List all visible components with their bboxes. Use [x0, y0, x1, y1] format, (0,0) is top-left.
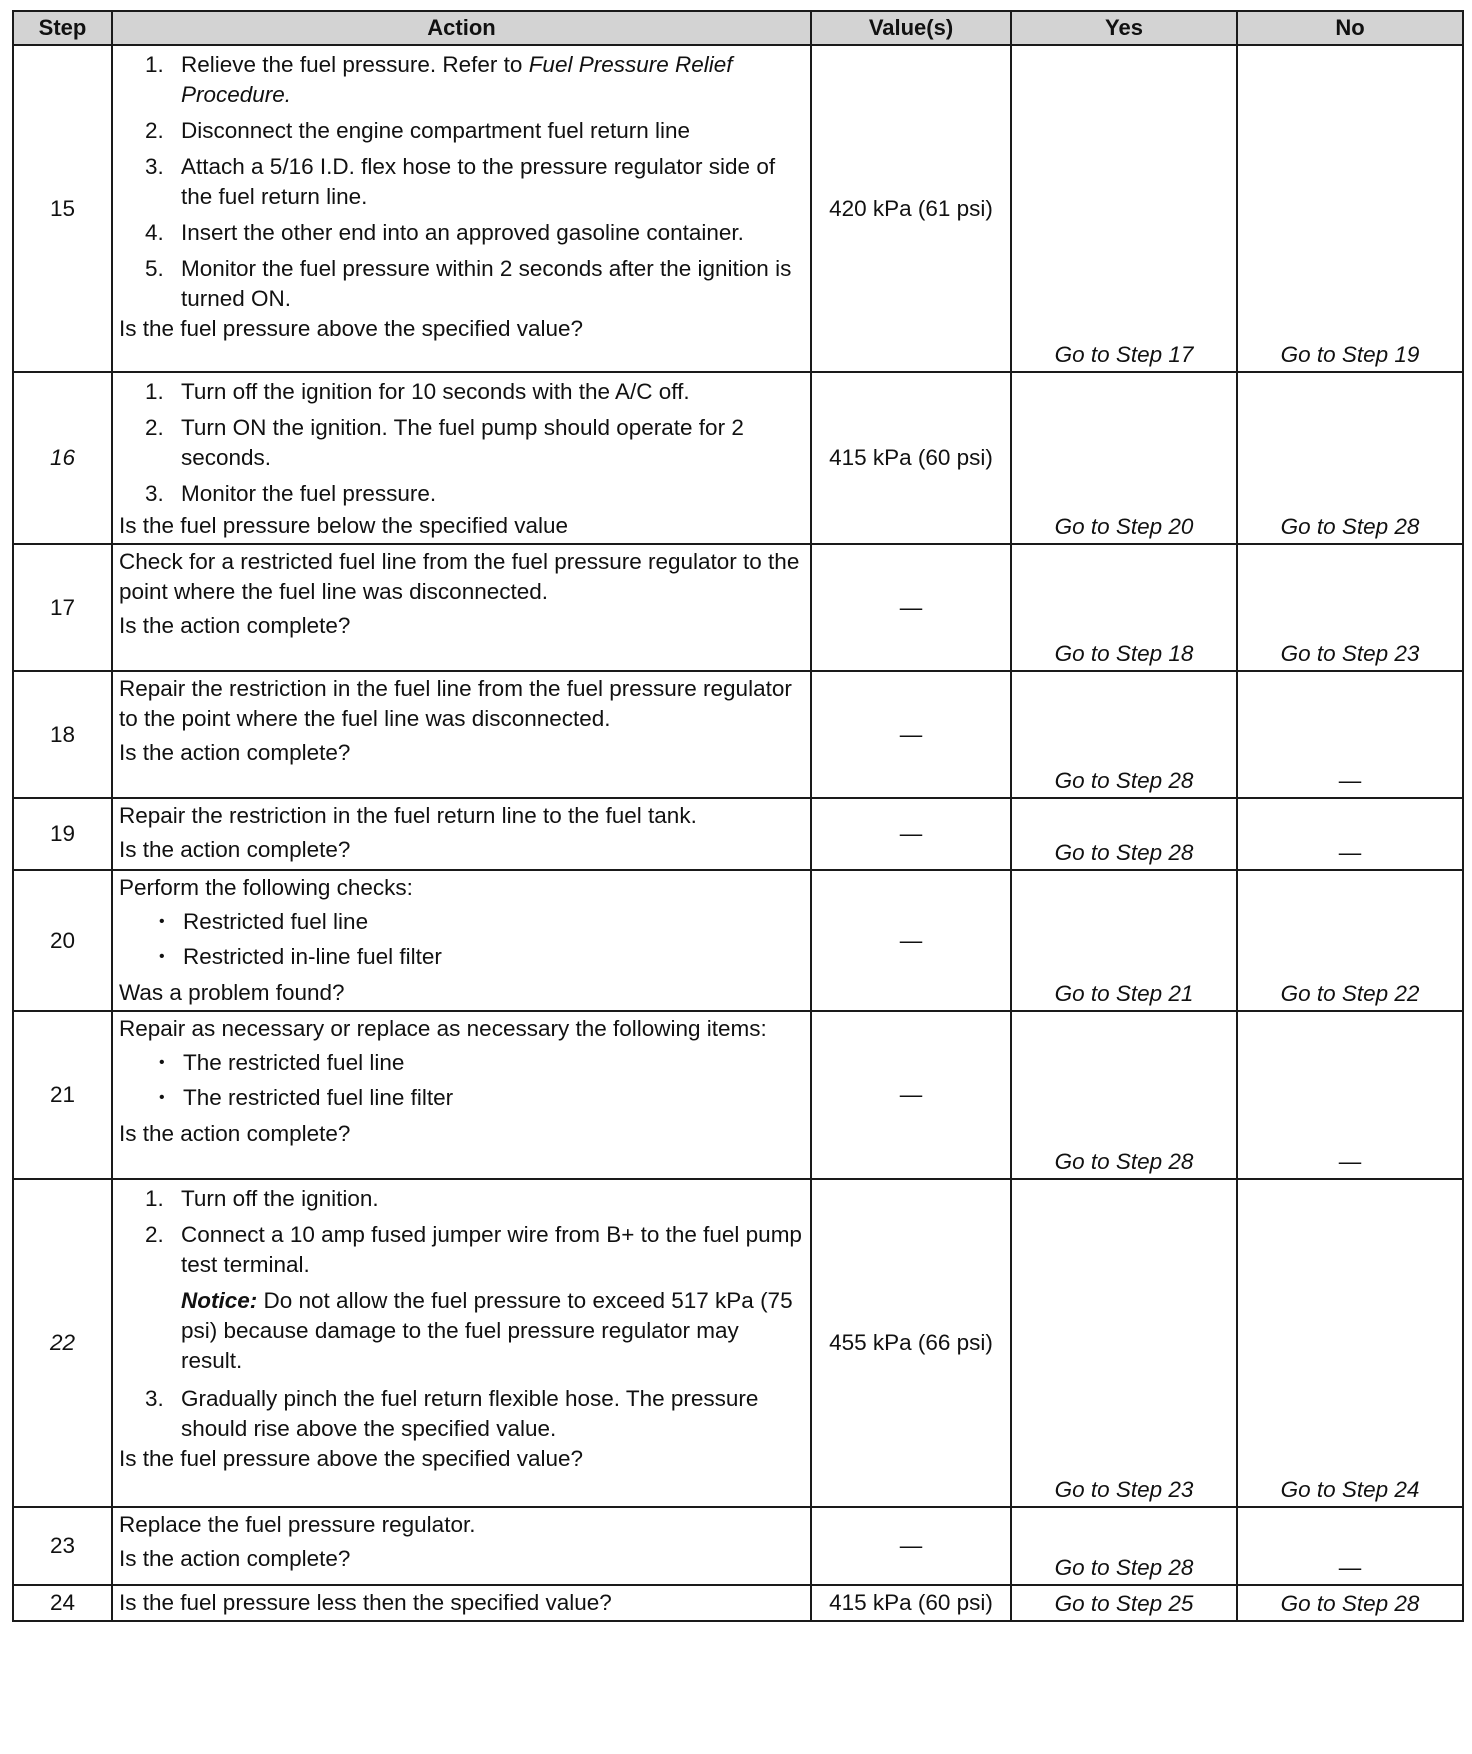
list-item: 2. Connect a 10 amp fused jumper wire from B+ to the fuel pump test terminal. — [145, 1222, 802, 1277]
action-text: Perform the following checks: — [119, 875, 413, 900]
spec-value: — — [811, 1507, 1011, 1585]
header-yes: Yes — [1011, 11, 1237, 45]
list-item: • The restricted fuel line filter — [159, 1083, 802, 1113]
yes-link[interactable]: Go to Step 28 — [1011, 1011, 1237, 1179]
notice-text: Notice: Do not allow the fuel pressure to exceed 517 kPa (75 psi) because damage to the fuel pressure regulator may result. — [181, 1288, 793, 1373]
no-link: — — [1237, 671, 1463, 798]
no-link[interactable]: Go to Step 19 — [1237, 45, 1463, 372]
spec-value: — — [811, 671, 1011, 798]
action-cell — [112, 1011, 811, 1179]
spec-value: 415 kPa (60 psi) — [811, 372, 1011, 544]
spec-value: — — [811, 544, 1011, 671]
step-number: 15 — [13, 45, 112, 372]
no-link[interactable]: Go to Step 24 — [1237, 1179, 1463, 1507]
spec-value: 455 kPa (66 psi) — [811, 1179, 1011, 1507]
action-cell — [112, 372, 811, 544]
spec-value: — — [811, 798, 1011, 870]
question-text: Is the fuel pressure above the specified value? — [119, 1446, 584, 1471]
question-text: Was a problem found? — [119, 980, 345, 1005]
list-item: 4. Insert the other end into an approved gasoline container. — [145, 220, 744, 245]
list-item: 1. Turn off the ignition for 10 seconds with the A/C off. — [145, 379, 690, 404]
list-item: 1. Turn off the ignition. — [145, 1186, 379, 1211]
yes-link[interactable]: Go to Step 28 — [1011, 671, 1237, 798]
table-row — [13, 870, 1463, 1011]
table-row — [13, 372, 1463, 544]
list-item: • Restricted in-line fuel filter — [159, 942, 802, 972]
question-text: Is the action complete? — [119, 740, 351, 765]
spec-value: — — [811, 870, 1011, 1011]
table-row — [13, 798, 1463, 870]
question-text: Is the fuel pressure above the specified value? — [119, 316, 584, 341]
action-cell — [112, 870, 811, 1011]
yes-link[interactable]: Go to Step 18 — [1011, 544, 1237, 671]
spec-value: — — [811, 1011, 1011, 1179]
list-item: • Restricted fuel line — [159, 907, 802, 937]
action-cell — [112, 1585, 811, 1621]
no-link[interactable]: Go to Step 23 — [1237, 544, 1463, 671]
yes-link[interactable]: Go to Step 28 — [1011, 798, 1237, 870]
action-cell — [112, 671, 811, 798]
step-number: 23 — [13, 1507, 112, 1585]
yes-link[interactable]: Go to Step 28 — [1011, 1507, 1237, 1585]
diagnostic-table — [12, 10, 1464, 1622]
yes-link[interactable]: Go to Step 17 — [1011, 45, 1237, 372]
step-number: 22 — [13, 1179, 112, 1507]
question-text: Is the fuel pressure below the specified value — [119, 513, 569, 538]
no-link[interactable]: Go to Step 22 — [1237, 870, 1463, 1011]
action-cell — [112, 798, 811, 870]
header-row — [13, 11, 1463, 45]
step-number: 16 — [13, 372, 112, 544]
action-text: Repair the restriction in the fuel line from the fuel pressure regulator to the point where the fuel line was disconnected. — [119, 676, 792, 731]
step-number: 20 — [13, 870, 112, 1011]
step-number: 21 — [13, 1011, 112, 1179]
action-cell — [112, 1179, 811, 1507]
no-link[interactable]: Go to Step 28 — [1237, 1585, 1463, 1621]
yes-link[interactable]: Go to Step 23 — [1011, 1179, 1237, 1507]
yes-link[interactable]: Go to Step 20 — [1011, 372, 1237, 544]
step-number: 19 — [13, 798, 112, 870]
list-item: 3. Monitor the fuel pressure. — [145, 481, 437, 506]
table-row — [13, 1179, 1463, 1507]
list-item: 3. Gradually pinch the fuel return flexible hose. The pressure should rise above the specified value. — [145, 1386, 759, 1441]
list-item: 1. Relieve the fuel pressure. Refer to Fuel Pressure Relief Procedure. — [145, 52, 733, 107]
spec-value: 415 kPa (60 psi) — [811, 1585, 1011, 1621]
table-row — [13, 1011, 1463, 1179]
no-link: — — [1237, 798, 1463, 870]
action-cell — [112, 1507, 811, 1585]
table-row — [13, 544, 1463, 671]
action-cell — [112, 544, 811, 671]
header-no: No — [1237, 11, 1463, 45]
list-item: 2. Turn ON the ignition. The fuel pump should operate for 2 seconds. — [145, 415, 744, 470]
step-number: 17 — [13, 544, 112, 671]
question-text: Is the action complete? — [119, 1546, 351, 1571]
action-text: Repair the restriction in the fuel return line to the fuel tank. — [119, 803, 697, 828]
question-text: Is the fuel pressure less then the specified value? — [119, 1590, 612, 1615]
list-item: 2. Disconnect the engine compartment fuel return line — [145, 118, 691, 143]
action-cell — [112, 45, 811, 372]
step-number: 24 — [13, 1585, 112, 1621]
no-link[interactable]: Go to Step 28 — [1237, 372, 1463, 544]
yes-link[interactable]: Go to Step 21 — [1011, 870, 1237, 1011]
list-item: 3. Attach a 5/16 I.D. flex hose to the pressure regulator side of the fuel return line. — [145, 154, 776, 209]
header-action: Action — [112, 11, 811, 45]
no-link: — — [1237, 1011, 1463, 1179]
question-text: Is the action complete? — [119, 1121, 351, 1146]
table-row — [13, 1507, 1463, 1585]
header-step: Step — [13, 11, 112, 45]
step-number: 18 — [13, 671, 112, 798]
table-row — [13, 671, 1463, 798]
action-text: Replace the fuel pressure regulator. — [119, 1512, 476, 1537]
list-item: 5. Monitor the fuel pressure within 2 seconds after the ignition is turned ON. — [145, 256, 792, 311]
action-text: Check for a restricted fuel line from the fuel pressure regulator to the point where the fuel line was disconnected. — [119, 549, 800, 604]
no-link: — — [1237, 1507, 1463, 1585]
action-text: Repair as necessary or replace as necessary the following items: — [119, 1016, 767, 1041]
yes-link[interactable]: Go to Step 25 — [1011, 1585, 1237, 1621]
list-item: • The restricted fuel line — [159, 1048, 802, 1078]
header-values: Value(s) — [811, 11, 1011, 45]
spec-value: 420 kPa (61 psi) — [811, 45, 1011, 372]
question-text: Is the action complete? — [119, 837, 351, 862]
table-row — [13, 45, 1463, 372]
question-text: Is the action complete? — [119, 613, 351, 638]
table-row — [13, 1585, 1463, 1621]
